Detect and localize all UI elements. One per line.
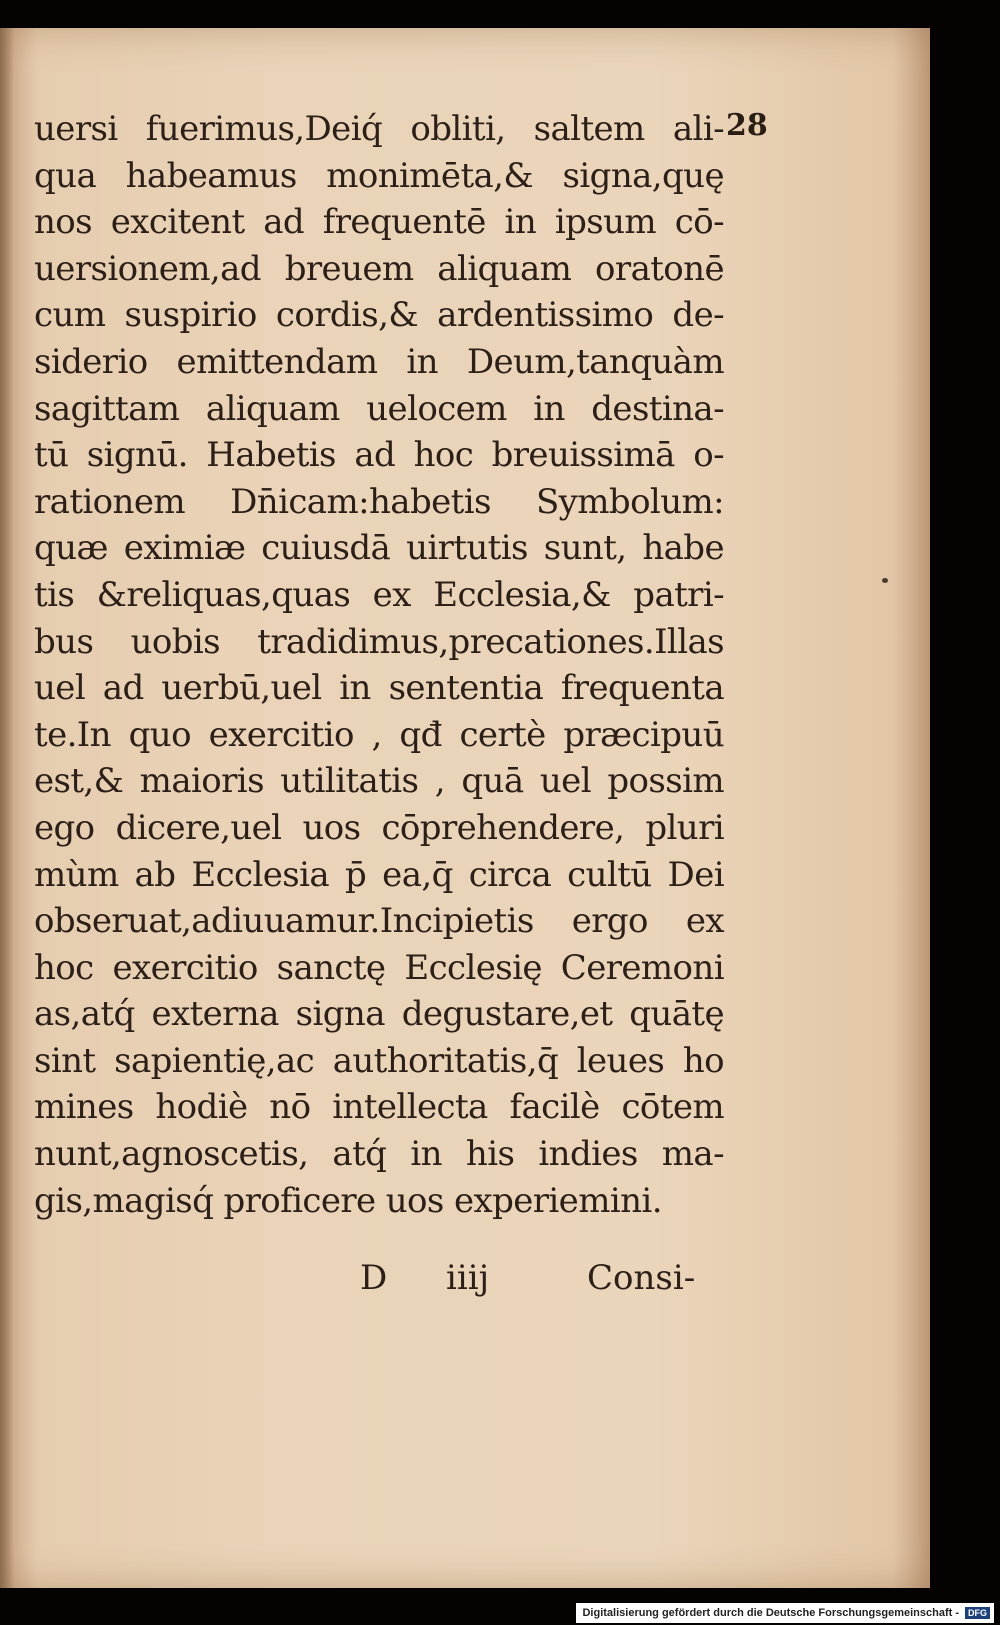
text-line: te.In quo exercitio , qđ certè præcipuū — [34, 714, 724, 755]
signature-mark: D — [360, 1258, 388, 1298]
funding-footer — [576, 1603, 994, 1623]
book-page — [0, 28, 930, 1588]
signature-number: iiij — [446, 1258, 490, 1298]
text-line: est,& maioris utilitatis , quā uel possim — [34, 761, 724, 802]
text-line: cum suspirio cordis,& ardentissimo de- — [34, 295, 724, 336]
text-line: mùm ab Ecclesia p̄ ea,q̄ circa cultū Dei — [34, 854, 724, 895]
text-line: ego dicere,uel uos cōprehendere, pluri — [34, 807, 724, 848]
text-line: nunt,agnoscetis, atq́ in his indies ma- — [34, 1134, 724, 1175]
text-line: uel ad uerbū,uel in sententia frequenta — [34, 668, 724, 709]
text-line: mines hodiè nō intellecta facilè cōtem — [34, 1087, 724, 1128]
text-line: sagittam aliquam uelocem in destina- — [34, 388, 724, 429]
text-line: quæ eximiæ cuiusdā uirtutis sunt, habe — [34, 528, 724, 569]
text-line: obseruat,adiuuamur.Incipietis ergo ex — [34, 901, 724, 942]
body-text — [34, 106, 724, 1224]
text-line: bus uobis tradidimus,precationes.Illas — [34, 621, 724, 662]
funding-text: Digitalisierung gefördert durch die Deutsche Forschungsgemeinschaft - — [582, 1607, 959, 1619]
text-line: siderio emittendam in Deum,tanquàm — [34, 341, 724, 382]
text-line: uersi fuerimus,Deiq́ obliti, saltem ali- — [34, 109, 724, 149]
text-line: hoc exercitio sanctę Ecclesię Ceremoni — [34, 947, 724, 988]
page-number: 28 — [726, 108, 768, 143]
text-line: nos excitent ad frequentē in ipsum cō- — [34, 202, 724, 243]
ink-speck — [882, 578, 888, 583]
text-line: tū signū. Habetis ad hoc breuissimā o- — [34, 435, 724, 476]
text-line: uersionem,ad breuem aliquam oratonē — [34, 248, 724, 289]
catchword: Consi- — [587, 1258, 696, 1298]
text-line: tis &reliquas,quas ex Ecclesia,& patri- — [34, 574, 724, 615]
text-line: qua habeamus monimēta,& signa,quę — [34, 155, 724, 196]
text-line: sint sapientię,ac authoritatis,q̄ leues ho — [34, 1040, 724, 1081]
dfg-logo-icon: DFG — [965, 1607, 990, 1619]
text-line: as,atq́ externa signa degustare,et quātę — [34, 994, 724, 1035]
text-line: gis,magisq́ proficere uos experiemini. — [34, 1180, 662, 1221]
text-line: rationem Dn̄icam:habetis Symbolum: — [34, 481, 724, 522]
